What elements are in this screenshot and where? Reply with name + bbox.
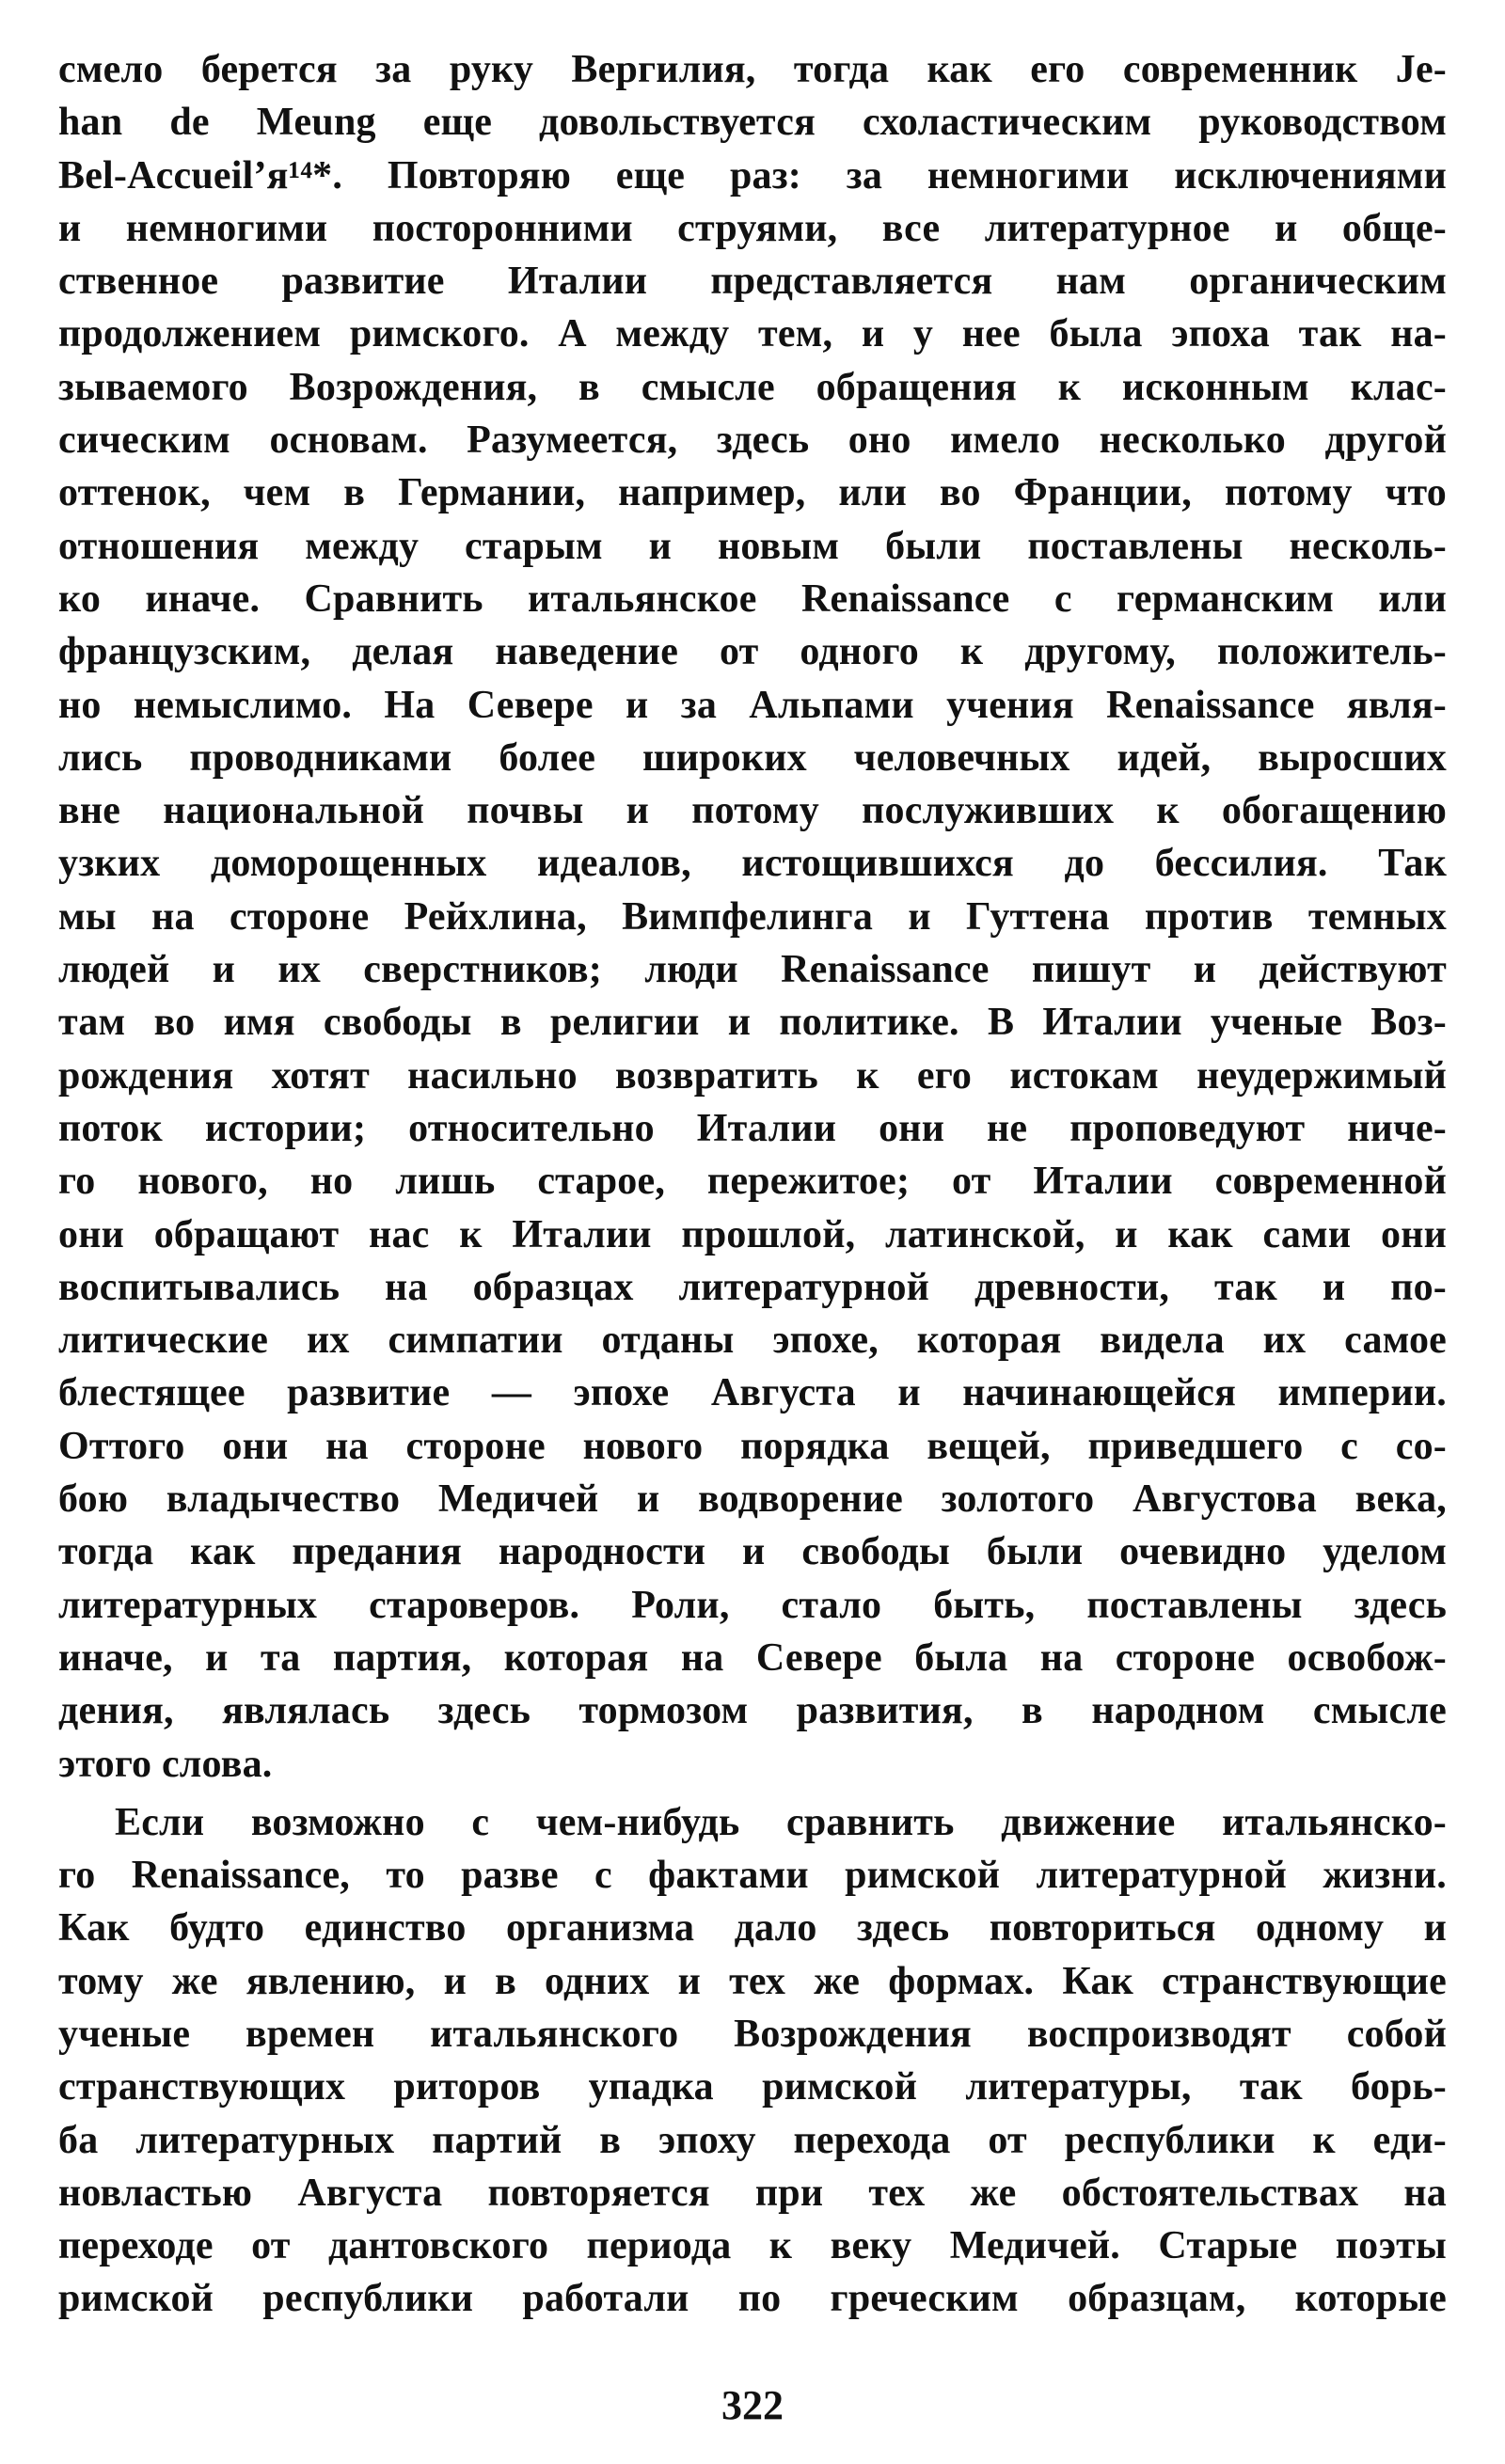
text-line: зываемого Возрождения, в смысле обращения к исконным клас- [58,365,1447,409]
text-line: французским, делая наведение от одного к другому, положитель- [58,630,1447,674]
text-line: и немногими посторонними струями, все литературное и обще- [58,206,1447,250]
text-line: людей и их сверстников; люди Renaissance пишут и действуют [58,948,1447,992]
text-line: Как будто единство организма дало здесь повториться одному и [58,1906,1447,1951]
text-line: мы на стороне Рейхлина, Вимпфелинга и Гуттена против темных [58,894,1447,939]
text-line: тогда как предания народности и свободы были очевидно уделом [58,1530,1447,1574]
text-line: странствующих риторов упадка римской литературы, так борь- [58,2065,1447,2109]
paragraph-2 [58,1796,1447,2326]
text-line: сическим основам. Разумеется, здесь оно имело несколько другой [58,419,1447,463]
text-line: лись проводниками более широких человечных идей, выросших [58,735,1447,780]
text-line: го Renaissance, то разве с фактами римской литературной жизни. [58,1854,1447,1898]
text-line: блестящее развитие — эпохе Августа и начинающейся империи. [58,1371,1447,1415]
text-line: бою владычество Медичей и водворение золотого Августова века, [58,1477,1447,1522]
page-number: 322 [721,2382,784,2428]
text-line: оттенок, чем в Германии, например, или во Франции, потому что [58,471,1447,515]
text-line: han de Meung еще довольствуется схоластическим руководством [58,101,1447,145]
text-line: переходе от дантовского периода к веку Медичей. Старые поэты [58,2224,1447,2268]
text-line: го нового, но лишь старое, пережитое; от Италии современной [58,1160,1447,1204]
text-line: этого слова. [58,1742,273,1786]
text-line: там во имя свободы в религии и политике. В Италии ученые Воз- [58,1001,1447,1045]
text-line: дения, являлась здесь тормозом развития, в народном смысле [58,1689,1447,1733]
text-line: римской республики работали по греческим образцам, которые [58,2277,1447,2321]
text-line: рождения хотят насильно возвратить к его истокам неудержимый [58,1053,1447,1098]
text-line: Оттого они на стороне нового порядка вещей, приведшего с со- [58,1424,1447,1468]
text-line: Если возможно с чем-нибудь сравнить движение итальянско- [115,1800,1447,1844]
text-line: ственное развитие Италии представляется нам органическим [58,260,1447,304]
text-line: но немыслимо. На Севере и за Альпами учения Renaissance явля- [58,683,1447,727]
text-line: воспитывались на образцах литературной древности, так и по- [58,1265,1447,1309]
text-line: отношения между старым и новым были поставлены несколь- [58,524,1447,568]
text-line: смело берется за руку Вергилия, тогда как его современник Je- [58,48,1447,91]
text-line: литические их симпатии отданы эпохе, которая видела их самое [58,1319,1447,1363]
text-line: иначе, и та партия, которая на Севере была на стороне освобож- [58,1635,1447,1680]
text-line: узких доморощенных идеалов, истощившихся до бессилия. Так [58,842,1447,886]
text-line: Bel-Accueil’я¹⁴*. Повторяю еще раз: за немногими исключениями [58,153,1447,197]
text-line: новластью Августа повторяется при тех же обстоятельствах на [58,2171,1447,2215]
text-line: тому же явлению, и в одних и тех же формах. Как странствующие [58,1959,1447,2003]
text-line: вне национальной почвы и потому послуживших к обогащению [58,789,1447,833]
text-line: они обращают нас к Италии прошлой, латинской, и как сами они [58,1212,1447,1256]
text-line: ба литературных партий в эпоху перехода от республики к еди- [58,2118,1447,2162]
text-line: ученые времен итальянского Возрождения воспроизводят собой [58,2012,1447,2056]
text-line: ко иначе. Сравнить итальянское Renaissance с германским или [58,577,1447,621]
text-line: поток истории; относительно Италии они не проповедуют ниче- [58,1106,1447,1150]
text-line: продолжением римского. А между тем, и у нее была эпоха так на- [58,312,1447,356]
text-line: литературных староверов. Роли, стало быть, поставлены здесь [58,1583,1447,1627]
paragraph-1 [58,43,1447,1791]
page-text [58,43,1447,2432]
